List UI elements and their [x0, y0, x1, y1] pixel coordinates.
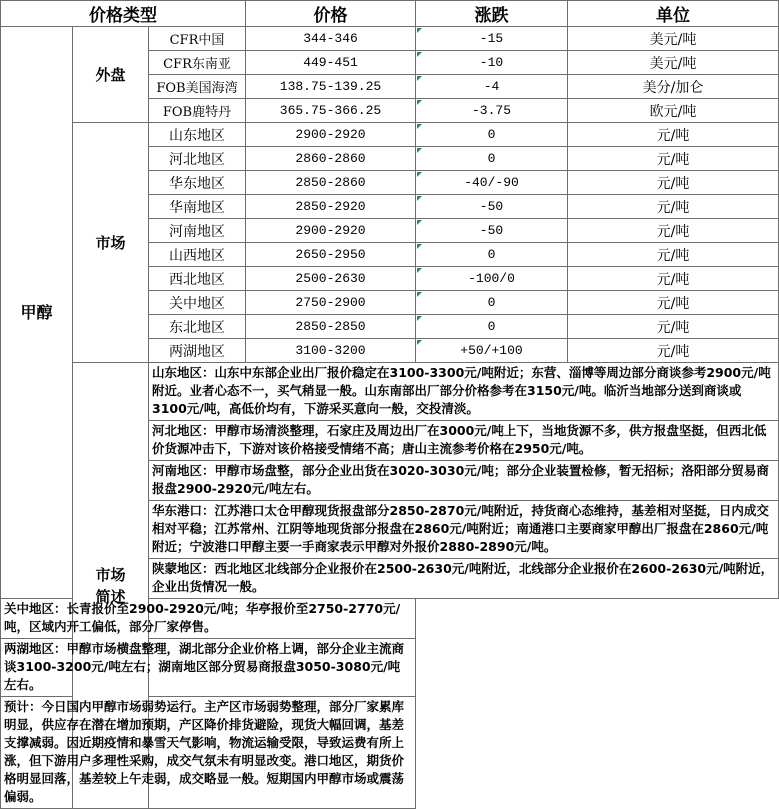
- row-name: 山西地区: [149, 243, 246, 267]
- row-unit: 元/吨: [568, 171, 779, 195]
- row-unit: 美元/吨: [568, 27, 779, 51]
- note-forecast: 预计：今日国内甲醇市场弱势运行。主产区市场弱势整理，部分厂家累库明显，供应存在潜在增加预期，产区降价排货避险，现货大幅回调，基差支撑减弱。因近期疫情和暴雪天气影响，物流运输受限，导致运费有所上涨，但下游用户多理性采购，成交气氛未有明显改变。港口地区，期货价格明显回落，基差较上午走弱，成交略显一般。短期国内甲醇市场或震荡偏弱。: [1, 697, 416, 809]
- header-unit: 单位: [568, 1, 779, 27]
- note-row: [1, 639, 779, 697]
- row-name: 西北地区: [149, 267, 246, 291]
- note-shandong: 山东地区：山东中东部企业出厂报价稳定在3100-3300元/吨附近；东营、淄博等周边部分商谈参考2900元/吨附近。业者心态不一，买气稍显一般。山东南部出厂部分价格参考在3150元/吨。临沂当地部分送到商谈或3100元/吨，高低价均有，下游采买意向一般，交投清淡。: [149, 363, 779, 421]
- row-change: -40/-90: [416, 171, 568, 195]
- row-unit: 元/吨: [568, 219, 779, 243]
- row-price: 138.75-139.25: [246, 75, 416, 99]
- row-price: 2850-2860: [246, 171, 416, 195]
- note-shaanxi-inner-mongolia: 陕蒙地区：西北地区北线部分企业报价在2500-2630元/吨附近，北线部分企业报价在2600-2630元/吨附近，企业出货情况一般。: [149, 559, 779, 599]
- row-unit: 元/吨: [568, 243, 779, 267]
- header-type: 价格类型: [1, 1, 246, 27]
- row-price: 2900-2920: [246, 123, 416, 147]
- row-price: 2900-2920: [246, 219, 416, 243]
- row-unit: 元/吨: [568, 267, 779, 291]
- row-name: 山东地区: [149, 123, 246, 147]
- header-row: [1, 1, 779, 27]
- row-change: -50: [416, 195, 568, 219]
- note-east-port: 华东港口：江苏港口太仓甲醇现货报盘部分2850-2870元/吨附近，持货商心态维持，基差相对坚挺，日内成交相对平稳；江苏常州、江阴等地现货部分报盘在2860元/吨附近；南通港口主要商家甲醇出厂报盘在2860元/吨附近；宁波港口甲醇主要一手商家表示甲醇对外报价2880-2890元/吨。: [149, 501, 779, 559]
- row-unit: 欧元/吨: [568, 99, 779, 123]
- row-change: -3.75: [416, 99, 568, 123]
- row-price: 2500-2630: [246, 267, 416, 291]
- header-price: 价格: [246, 1, 416, 27]
- row-change: 0: [416, 243, 568, 267]
- row-name: CFR中国: [149, 27, 246, 51]
- row-change: -10: [416, 51, 568, 75]
- row-change: -4: [416, 75, 568, 99]
- group-foreign: 外盘: [73, 27, 149, 123]
- row-price: 2860-2860: [246, 147, 416, 171]
- row-unit: 美分/加仑: [568, 75, 779, 99]
- note-row: [1, 599, 779, 639]
- row-name: 东北地区: [149, 315, 246, 339]
- row-change: -100/0: [416, 267, 568, 291]
- row-unit: 元/吨: [568, 291, 779, 315]
- row-name: FOB鹿特丹: [149, 99, 246, 123]
- row-name: CFR东南亚: [149, 51, 246, 75]
- row-name: 华东地区: [149, 171, 246, 195]
- note-lianghu: 两湖地区：甲醇市场横盘整理，湖北部分企业价格上调，部分企业主流商谈3100-3200元/吨左右；湖南地区部分贸易商报盘3050-3080元/吨左右。: [1, 639, 416, 697]
- row-change: -15: [416, 27, 568, 51]
- row-change: +50/+100: [416, 339, 568, 363]
- note-guanzhong: 关中地区：长青报价至2900-2920元/吨；华亭报价至2750-2770元/吨，区域内开工偏低，部分厂家停售。: [1, 599, 416, 639]
- header-change: 涨跌: [416, 1, 568, 27]
- row-change: 0: [416, 123, 568, 147]
- row-name: FOB美国海湾: [149, 75, 246, 99]
- row-change: 0: [416, 291, 568, 315]
- note-henan: 河南地区：甲醇市场盘整，部分企业出货在3020-3030元/吨；部分企业装置检修，暂无招标；洛阳部分贸易商报盘2900-2920元/吨左右。: [149, 461, 779, 501]
- row-price: 2850-2920: [246, 195, 416, 219]
- row-price: 449-451: [246, 51, 416, 75]
- row-change: 0: [416, 147, 568, 171]
- row-name: 河北地区: [149, 147, 246, 171]
- note-row: [1, 697, 779, 809]
- row-change: 0: [416, 315, 568, 339]
- table-row: [1, 123, 779, 147]
- group-brief: 市场 简述: [73, 363, 149, 809]
- note-hebei: 河北地区：甲醇市场清淡整理，石家庄及周边出厂在3000元/吨上下，当地货源不多，供方报盘坚挺，但西北低价货源冲击下，下游对该价格接受情绪不高；唐山主流参考价格在2950元/吨。: [149, 421, 779, 461]
- row-price: 2850-2850: [246, 315, 416, 339]
- row-name: 河南地区: [149, 219, 246, 243]
- row-price: 365.75-366.25: [246, 99, 416, 123]
- product-name: 甲醇: [1, 27, 73, 599]
- row-unit: 元/吨: [568, 147, 779, 171]
- row-change: -50: [416, 219, 568, 243]
- row-price: 2750-2900: [246, 291, 416, 315]
- table-row: [1, 27, 779, 51]
- row-name: 两湖地区: [149, 339, 246, 363]
- row-price: 3100-3200: [246, 339, 416, 363]
- group-market: 市场: [73, 123, 149, 363]
- row-unit: 元/吨: [568, 195, 779, 219]
- row-unit: 美元/吨: [568, 51, 779, 75]
- row-unit: 元/吨: [568, 315, 779, 339]
- row-price: 344-346: [246, 27, 416, 51]
- row-price: 2650-2950: [246, 243, 416, 267]
- note-row: [1, 363, 779, 421]
- row-unit: 元/吨: [568, 123, 779, 147]
- row-name: 关中地区: [149, 291, 246, 315]
- row-name: 华南地区: [149, 195, 246, 219]
- row-unit: 元/吨: [568, 339, 779, 363]
